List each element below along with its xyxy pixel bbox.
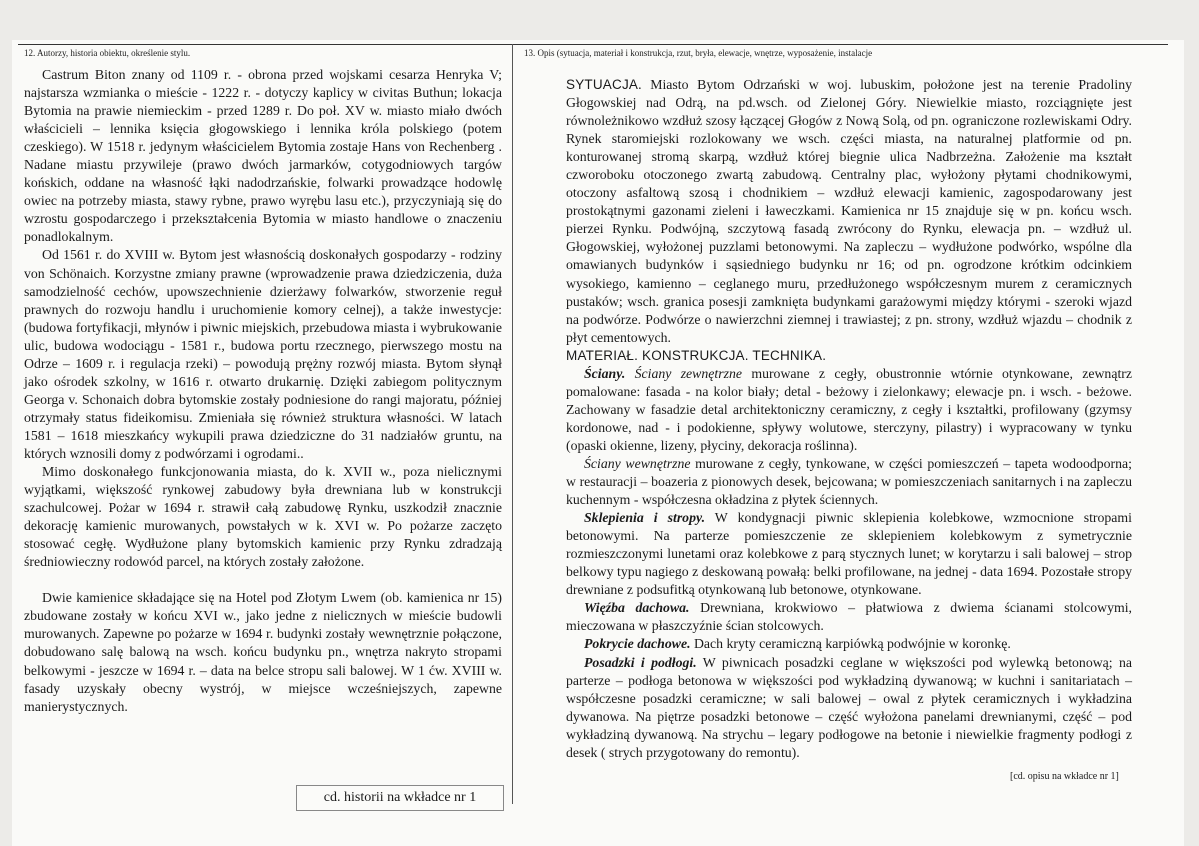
roof-cover-text: Dach kryty ceramiczną karpiówką podwójnie w koronkę. <box>690 636 1011 652</box>
roof-frame-text: Drewniana, krokwiowo – płatwiowa z dwiema ścianami stolcowymi, mieczowana w płaszczyźnie ścian stolcowych. <box>566 600 1133 634</box>
walls-external-label: Ściany zewnętrzne <box>634 365 743 381</box>
description-continuation-note: [cd. opisu na wkładce nr 1] <box>1010 771 1119 782</box>
history-paragraph-3: Mimo doskonałego funkcjonowania miasta, do k. XVII w., poza nielicznymi wyjątkami, większość rynkowej zabudowy była drewniana lub w konstrukcji szachulcowej. Pożar w 1694 r. strawił całą zabudowę Rynku, uszkodził znacznie dekorację kamienic murowanych, powstałych w k. XVI w. Po pożarze zaczęto stosować cegłę. Wydłużone plany bytomskich kamienic przy Rynku zdradzają średniowieczny rodowód parcel, na których zostały założone. <box>24 464 502 570</box>
history-column <box>24 66 502 716</box>
history-paragraph-2: Od 1561 r. do XVIII w. Bytom jest własnością doskonałych gospodarzy - rodziny von Schönaich. Korzystne zmiany prawne (wprowadzenie prawa dziedziczenia, duża samodzielność cechów, upowszechnienie dzierżawy folwarków, stworzenie reguł prawnych do rozwoju handlu i uruchomienie komory celnej), a także inwestycje: (budowa fortyfikacji, młynów i piwnic miejskich, przebudowa miasta i wybrukowanie ulic, budowa wodociągu - 1581 r., budowa portu rzecznego, pierwszego mostu na Odrze – 1609 r. i regulacja rzeki) – powodują prężny rozwój miasta. Bytom słynął jako ośrodek szkolny, w 1616 r. otwarto drukarnię. Dzięki zabiegom politycznym Georga v. Schonaich dobra bytomskie zostały podniesione do rangi majoratu, później otrzymały status fideikomisu. Zmieniała się również struktura własności. W latach 1581 – 1618 mieszkańcy wykupili prawa dziedziczne do 31 nadziałów gruntu, na których wznosili domy z podwórzami i ogrodami.. <box>24 247 502 461</box>
roof-frame-paragraph <box>566 599 1132 635</box>
walls-label: Ściany. <box>584 365 626 381</box>
description-column <box>566 76 1132 762</box>
vaults-text: W kondygnacji piwnic sklepienia kolebkowe, wzmocnione stropami betonowymi. Na parterze pomieszczenie ze sklepieniem kolebkowym z symetrycznie rozmieszczonymi lunetami oraz kolebkowe z parą stycznych lunet; w korytarzu i sali balowej – strop belkowy typu nagiego z deskowaną powałą: belki profilowane, na jednej - data 1694. Pozostałe stropy drewniane z podsufitką otynkowaną lub betonowe, otynkowane. <box>566 510 1132 598</box>
floors-label: Posadzki i podłogi. <box>584 654 697 670</box>
floors-paragraph <box>566 654 1132 762</box>
roof-cover-label: Pokrycie dachowe. <box>584 636 691 652</box>
header-rule <box>18 44 1168 45</box>
roof-frame-label: Więźba dachowa. <box>584 600 690 616</box>
floors-text: W piwnicach posadzki ceglane w większości pod wylewką betonową; na parterze – podłoga betonowa w większości pod wykładziną dywanową; w kuchni i sanitariatach – współczesne posadzki ceramiczne; w sali balowej – owal z płytek ceramicznych i wykładzina dywanowa. Na piętrze posadzki betonowe – część wyłożona panelami drewnianymi, część – pod wykładziną dywanową. Na strychu – legary podłogowe na betonie i niewielkie fragmenty podłogi z desek ( strych przygotowany do remontu). <box>566 654 1132 760</box>
walls-internal-label: Ściany wewnętrzne <box>584 455 691 471</box>
material-heading: MATERIAŁ. KONSTRUKCJA. TECHNIKA. <box>566 347 827 363</box>
walls-external-paragraph <box>566 365 1132 455</box>
vaults-paragraph <box>566 509 1132 599</box>
situation-heading: SYTUACJA <box>566 77 639 92</box>
history-continuation-note: cd. historii na wkładce nr 1 <box>296 785 504 811</box>
column-divider <box>512 44 513 804</box>
walls-internal-paragraph <box>566 455 1132 509</box>
walls-external-text: murowane z cegły, obustronnie wtórnie otynkowane, zewnątrz pomalowane: fasada - na kolor biały; detal - beżowy i zielonkawy; elewacje pn. i wsch. - beżowe. Zachowany w fasadzie detal architektoniczny ceramiczny, z cegły i kształtki, profilowany (gzymsy kordonowe, nad - i podokienne, spływy wolutowe, sterczyny, pilastry) i wypracowany w tynku (opaski okienne, lizeny, płyciny, dekoracja roślinna). <box>566 365 1133 453</box>
right-column-header: 13. Opis (sytuacja, materiał i konstrukcja, rzut, bryła, elewacje, wnętrze, wyposażenie, instalacje <box>524 48 873 58</box>
walls-internal-text: murowane z cegły, tynkowane, w części pomieszczeń – tapeta wodoodporna; w restauracji – boazeria z pionowych desek, bejcowana; w pomieszczeniach sanitarnych i na zapleczu kuchennym - współczesna okładzina z płytek ściennych. <box>566 455 1132 508</box>
situation-text: . Miasto Bytom Odrzański w woj. lubuskim, położone jest na terenie Pradoliny Głogowskiej nad Odrą, na pd.wsch. od Zielonej Góry. Niewielkie miasto, rozciągnięte jest równoleżnikowo wzdłuż szosy łączącej Głogów z Nową Solą, od pn. ograniczone rozlewiskami Odry. Rynek staromiejski rozlokowany we wsch. części miasta, na naturalnej platformie od pn. konturowanej stromą skarpą, wzdłuż której biegnie ulica Nadbrzeżna. Założenie ma kształt czworoboku otoczonego zwartą zabudową. Centralny plac, wyłożony płytami chodnikowymi, otoczony asfaltową szosą i chodnikiem – wzdłuż elewacji kamienic, zagospodarowany jest prostokątnymi gazonami zieleni i ławeczkami. Kamienica nr 15 znajduje się w pn. końcu wsch. pierzei Rynku. Podwójną, szczytową fasadą zwrócony do Rynku, elewacja pn. – wzdłuż ul. Głogowskiej, wyłożonej puzzlami betonowymi. Na zapleczu – wydłużone podwórko, wspólne dla omawianych budynków i sąsiedniego budynku nr 16; od pn. ogrodzone krótkim odcinkiem wysokiego, kamienno – ceglanego muru, przedłużonego współczesnym murem z ceramicznych pustaków; wsch. granica posesji zamknięta budynkami garażowymi między którymi - szeroki wjazd na podwórze. Podwórze o nawierzchni ziemnej i trawiastej; z pn. strony, wzdłuż wjazdu – chodnik z płyt cementowych. <box>566 77 1132 345</box>
situation-paragraph <box>566 76 1132 347</box>
roof-cover-paragraph <box>566 635 1132 653</box>
history-paragraph-1: Castrum Biton znany od 1109 r. - obrona przed wojskami cesarza Henryka V; najstarsza wzmianka o mieście - 1222 r. - dotyczy kaplicy w civitas Buthun; lokacja Bytomia na prawie niemieckim - przed 1289 r. Do poł. XV w. miasto miało dwóch właścicieli – lennika księcia głogowskiego i lennika króla polskiego (potem czeskiego). W 1518 r. jedynym właścicielem Bytomia zostaje Hans von Rechenberg . Nadane miastu przywileje (prawo dwóch jarmarków, cotygodniowych targów końskich, oddane na własność łąki nadodrzańskie, folwarki prowadzące hodowlę owiec na potrzeby miasta, stawy rybne, prawo wyrębu lasu etc.), przyczyniają się do wzrostu gospodarczego i przekształcenia Bytomia w miasto handlowe o znaczeniu ponadlokalnym. <box>24 67 502 245</box>
history-paragraph-4: Dwie kamienice składające się na Hotel pod Złotym Lwem (ob. kamienica nr 15) zbudowane zostały w końcu XVI w., jako jedne z nielicznych w mieście budowli murowanych. Zapewne po pożarze w 1694 r. budynki zostały wewnętrznie połączone, dobudowano salę balową na wsch. końcu budynku pn., wnętrza nakryto stropami belkowymi - jeszcze w 1694 r. – data na belce stropu sali balowej. W 1 ćw. XVIII w. fasady uzyskały obecny wystrój, w miejsce wcześniejszych, zapewne manierystycznych. <box>24 590 502 714</box>
vaults-label: Sklepienia i stropy. <box>584 510 706 526</box>
left-column-header: 12. Autorzy, historia obiektu, określenie stylu. <box>24 48 191 58</box>
